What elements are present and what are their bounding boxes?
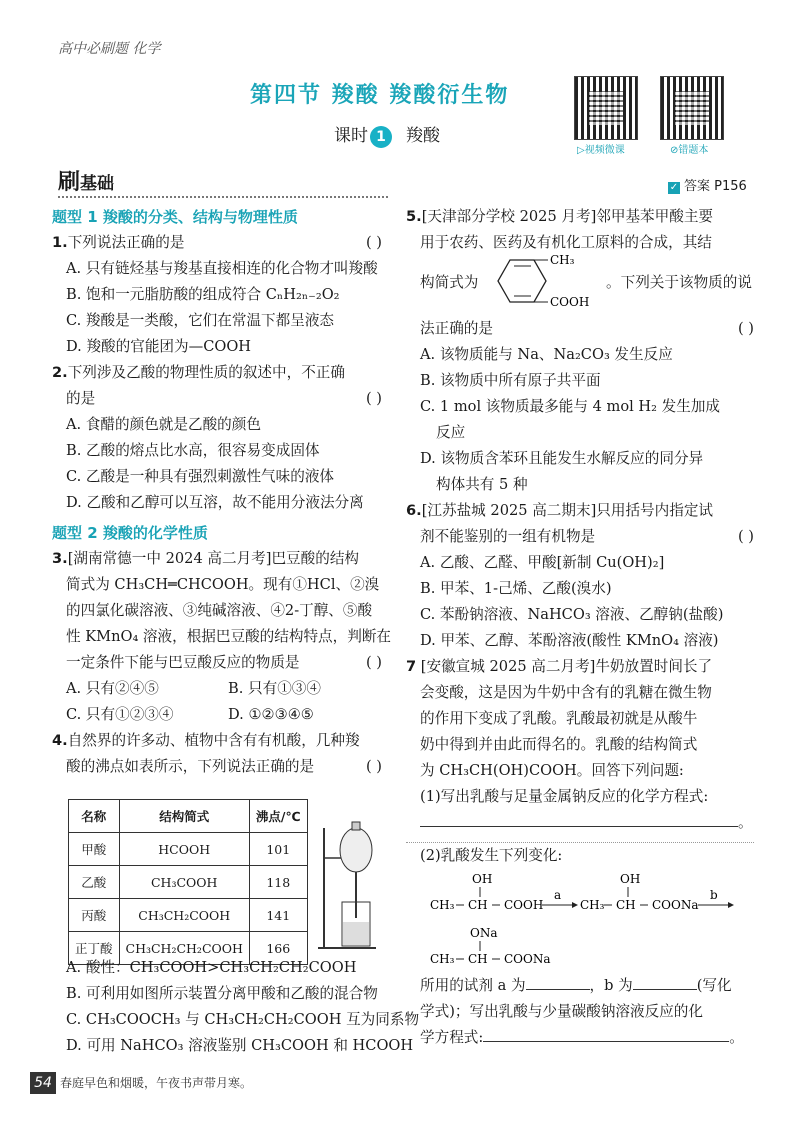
brush-basic-heading [58, 165, 114, 196]
q5-line2: 用于农药、医药及有机化工原料的合成，其结 [420, 234, 712, 251]
struct-cooh-label: COOH [550, 295, 590, 309]
left-option [52, 308, 382, 334]
left-option [52, 334, 382, 360]
brush-main: 刷 [58, 170, 81, 195]
left-question-line [52, 572, 382, 598]
q7-line1: 会变酸，这是因为牛奶中含有的乳糖在微生物 [420, 684, 712, 701]
answer-paren[interactable]: ( ) [365, 234, 382, 251]
q5-answer-paren[interactable]: ( ) [737, 320, 754, 337]
table-cell: 101 [249, 833, 307, 866]
question-number: 3. [52, 550, 68, 567]
left-question-line [52, 230, 382, 256]
line-text: 自然界的许多动、植物中含有有机酸，几种羧 [67, 732, 360, 749]
q7-after-line2: 学式)；写出乳酸与少量碳酸钠溶液反应的化 [420, 1003, 703, 1020]
equation-blank[interactable] [483, 1041, 729, 1042]
table-cell: 118 [249, 866, 307, 899]
right-column [406, 204, 754, 1051]
q7-sub1-period: 。 [738, 814, 753, 831]
heading-divider [58, 196, 388, 198]
q6-line2: 剂不能鉴别的一组有机物是 [420, 528, 596, 545]
reagent-a-blank[interactable] [526, 989, 590, 990]
line-text: 下列涉及乙酸的物理性质的叙述中，不正确 [67, 364, 345, 381]
table-cell: 166 [249, 932, 307, 965]
line-text: [湖南常德一中 2024 高二月考]巴豆酸的结构 [67, 550, 360, 567]
left-section-heading: 题型 1 羧酸的分类、结构与物理性质 [52, 208, 298, 226]
line-text: 一定条件下能与巴豆酸反应的物质是 [66, 654, 300, 671]
scheme-arrow-a: a [554, 888, 562, 902]
q7-sub1: (1)写出乳酸与足量金属钠反应的化学方程式: [420, 788, 709, 805]
left-option [52, 464, 382, 490]
line-text[interactable]: B. 可利用如图所示装置分离甲酸和乙酸的混合物 [66, 985, 378, 1002]
scheme-ch3-3: CH₃ [430, 952, 455, 966]
line-text: 简式为 CH₃CH═CHCOOH。现有①HCl、②溴 [66, 576, 380, 593]
left-question-line [52, 650, 382, 676]
left-column [52, 204, 392, 780]
q4-option [52, 1007, 420, 1033]
left-option-pair [52, 676, 382, 702]
line-text[interactable]: D. 可用 NaHCO₃ 溶液鉴别 CH₃COOH 和 HCOOH [66, 1037, 414, 1054]
scheme-ch-2: CH [616, 898, 636, 912]
left-section-heading: 题型 2 羧酸的化学性质 [52, 524, 208, 542]
q6-option[interactable]: C. 苯酚钠溶液、NaHCO₃ 溶液、乙醇钠(盐酸) [420, 606, 724, 623]
q5-line4: 法正确的是 [420, 320, 493, 337]
line-text[interactable]: D. 羧酸的官能团为—COOH [66, 338, 252, 355]
check-icon: ✓ [669, 182, 679, 193]
left-option [52, 438, 382, 464]
lesson-name: 羧酸 [406, 126, 440, 146]
option-left[interactable]: C. 只有①②③④ [66, 706, 174, 723]
q5-line1: [天津部分学校 2025 月考]邻甲基苯甲酸主要 [421, 208, 714, 225]
q7-equation-period: 。 [729, 1029, 744, 1046]
q6-option[interactable]: D. 甲苯、乙醇、苯酚溶液(酸性 KMnO₄ 溶液) [420, 632, 719, 649]
line-text: 的四氯化碳溶液、③纯碱溶液、④2-丁醇、⑤酸 [66, 602, 373, 619]
lesson-number-badge: 1 [370, 126, 392, 148]
q5-option[interactable]: C. 1 mol 该物质最多能与 4 mol H₂ 发生加成 [420, 398, 721, 415]
table-row [69, 899, 308, 932]
left-question-line [52, 546, 382, 572]
q6-options [406, 550, 754, 654]
table-row [69, 866, 308, 899]
q7-line0: [安徽宣城 2025 高二月考]牛奶放置时间长了 [420, 658, 713, 675]
table-cell: CH₃CH₂CH₂COOH [119, 932, 249, 965]
option-left[interactable]: A. 只有②④⑤ [66, 680, 159, 697]
q5-options [406, 342, 754, 498]
struct-ch3-label: CH₃ [550, 253, 575, 267]
q4-option [52, 955, 392, 981]
scheme-coona-2: COONa [652, 898, 699, 912]
line-text[interactable]: C. 羧酸是一类酸，它们在常温下都呈液态 [66, 312, 335, 329]
scheme-ona-3: ONa [470, 926, 498, 940]
q7-line3: 奶中得到并由此而得名的。乳酸的结构简式 [420, 736, 698, 753]
q7-reagent-a-label: 所用的试剂 a 为 [420, 977, 526, 994]
q6-option[interactable]: A. 乙酸、乙醛、甲酸[新制 Cu(OH)₂] [420, 554, 665, 571]
left-question-line [52, 754, 382, 780]
left-option [52, 282, 382, 308]
q5-option[interactable]: A. 该物质能与 Na、Na₂CO₃ 发生反应 [420, 346, 673, 363]
line-text[interactable]: B. 饱和一元脂肪酸的组成符合 CₙH₂ₙ₋₂O₂ [66, 286, 340, 303]
scheme-ch3-2: CH₃ [580, 898, 605, 912]
answer-paren[interactable]: ( ) [365, 390, 382, 407]
footer-quote: 春庭早色和烟暖，午夜书声带月寒。 [60, 1076, 253, 1090]
table-row [69, 833, 308, 866]
line-text[interactable]: C. 乙酸是一种具有强烈刺激性气味的液体 [66, 468, 335, 485]
qr-caption-mistakes-text: 错题本 [678, 145, 709, 156]
left-question-line [52, 598, 382, 624]
q6-number: 6. [406, 502, 422, 519]
scheme-oh-1: OH [472, 872, 493, 886]
answer-reference-text: 答案 P156 [684, 179, 747, 194]
table-cell: 丙酸 [69, 899, 120, 932]
q5-number: 5. [406, 208, 422, 225]
line-text[interactable]: A. 酸性：CH₃COOH>CH₃CH₂CH₂COOH [66, 959, 357, 976]
table-cell: CH₃CH₂COOH [119, 899, 249, 932]
table-header: 结构简式 [119, 800, 249, 833]
q5-option[interactable]: 反应 [436, 424, 466, 441]
q7-line2: 的作用下变成了乳酸。乳酸最初就是从酸牛 [420, 710, 698, 727]
answer-paren[interactable]: ( ) [365, 654, 382, 671]
table-cell: 141 [249, 899, 307, 932]
answer-paren[interactable]: ( ) [365, 758, 382, 775]
qr-code-mistakes[interactable] [660, 76, 724, 140]
line-text: 酸的沸点如表所示，下列说法正确的是 [66, 758, 315, 775]
scheme-oh-2: OH [620, 872, 641, 886]
boiling-point-table [68, 799, 308, 965]
question-number: 4. [52, 732, 68, 749]
lesson-prefix: 课时 [334, 126, 368, 146]
option-right[interactable]: B. 只有①③④ [228, 680, 321, 697]
boiling-point-table-wrap [68, 799, 308, 965]
o-toluic-acid-structure [490, 252, 600, 310]
line-text[interactable]: A. 食醋的颜色就是乙酸的颜色 [66, 416, 261, 433]
scheme-ch-3: CH [468, 952, 488, 966]
left-question-line [52, 386, 382, 412]
q5-structure-line [406, 253, 754, 309]
scheme-coona-3: COONa [504, 952, 551, 966]
line-text[interactable]: D. 乙酸和乙醇可以互溶，故不能用分液法分离 [66, 494, 364, 511]
q7-sub1-answer-blank[interactable] [420, 826, 738, 827]
line-text[interactable]: B. 乙酸的熔点比水高，很容易变成固体 [66, 442, 320, 459]
table-cell: 正丁酸 [69, 932, 120, 965]
table-header: 沸点/℃ [249, 800, 307, 833]
left-question-line [52, 360, 382, 386]
left-option [52, 256, 382, 282]
q6-answer-paren[interactable]: ( ) [737, 528, 754, 545]
q7-equation-label: 学方程式: [420, 1029, 484, 1046]
lesson-title [334, 121, 440, 148]
q6-line1: [江苏盐城 2025 高二期末]只用括号内指定试 [421, 502, 714, 519]
table-cell: HCOOH [119, 833, 249, 866]
brush-sub: 基础 [80, 174, 115, 194]
left-option-pair [52, 702, 382, 728]
q5-option[interactable]: D. 该物质含苯环且能发生水解反应的同分异 [420, 450, 704, 467]
q5-struct-post: 。下列关于该物质的说 [606, 274, 752, 291]
table-cell: 乙酸 [69, 866, 120, 899]
question-number: 1. [52, 234, 68, 251]
q7-number: 7 [406, 658, 417, 675]
q7-reagent-suffix: (写化 [696, 977, 732, 994]
table-cell: 甲酸 [69, 833, 120, 866]
q4-options [52, 955, 420, 1059]
line-text: 下列说法正确的是 [67, 234, 185, 251]
scheme-ch-1: CH [468, 898, 488, 912]
scheme-arrow-b: b [710, 888, 718, 902]
scheme-cooh-1: COOH [504, 898, 544, 912]
qr-code-video[interactable] [574, 76, 638, 140]
q7-sub2: (2)乳酸发生下列变化: [406, 842, 754, 869]
reagent-b-blank[interactable] [633, 989, 697, 990]
q5-struct-pre: 构简式为 [420, 274, 479, 291]
section-title: 第四节 羧酸 羧酸衍生物 [250, 83, 510, 108]
scheme-ch3-1: CH₃ [430, 898, 455, 912]
book-series-header: 高中必刷题 化学 [58, 41, 161, 57]
line-text: 的是 [66, 390, 96, 407]
qr-caption-video: ▷视频微课 [577, 145, 625, 156]
left-option [52, 412, 382, 438]
q5-option[interactable]: 构体共有 5 种 [436, 476, 528, 493]
q4-option [52, 1033, 414, 1059]
left-option [52, 490, 382, 516]
mistakes-icon: ⊘ [670, 145, 679, 156]
question-number: 2. [52, 364, 68, 381]
q6-option[interactable]: B. 甲苯、1-己烯、乙酸(溴水) [420, 580, 612, 597]
line-text: 性 KMnO₄ 溶液，根据巴豆酸的结构特点，判断在 [66, 628, 392, 645]
q4-option [52, 981, 392, 1007]
qr-caption-mistakes [670, 141, 708, 156]
left-question-line [52, 624, 392, 650]
table-header: 名称 [69, 800, 120, 833]
table-cell: CH₃COOH [119, 866, 249, 899]
lactic-acid-reaction-scheme [406, 869, 754, 969]
q7-line4: 为 CH₃CH(OH)COOH。回答下列问题: [420, 762, 684, 779]
line-text[interactable]: C. CH₃COOCH₃ 与 CH₃CH₂CH₂COOH 互为同系物 [66, 1011, 420, 1028]
page-number: 54 [30, 1072, 56, 1094]
left-question-line [52, 728, 382, 754]
answer-reference [668, 175, 747, 194]
q7-reagent-b-label: ，b 为 [589, 977, 633, 994]
option-right[interactable]: D. ①②③④⑤ [228, 706, 314, 723]
q5-option[interactable]: B. 该物质中所有原子共平面 [420, 372, 601, 389]
line-text[interactable]: A. 只有链烃基与羧基直接相连的化合物才叫羧酸 [66, 260, 378, 277]
distillation-apparatus-illustration [316, 818, 386, 956]
